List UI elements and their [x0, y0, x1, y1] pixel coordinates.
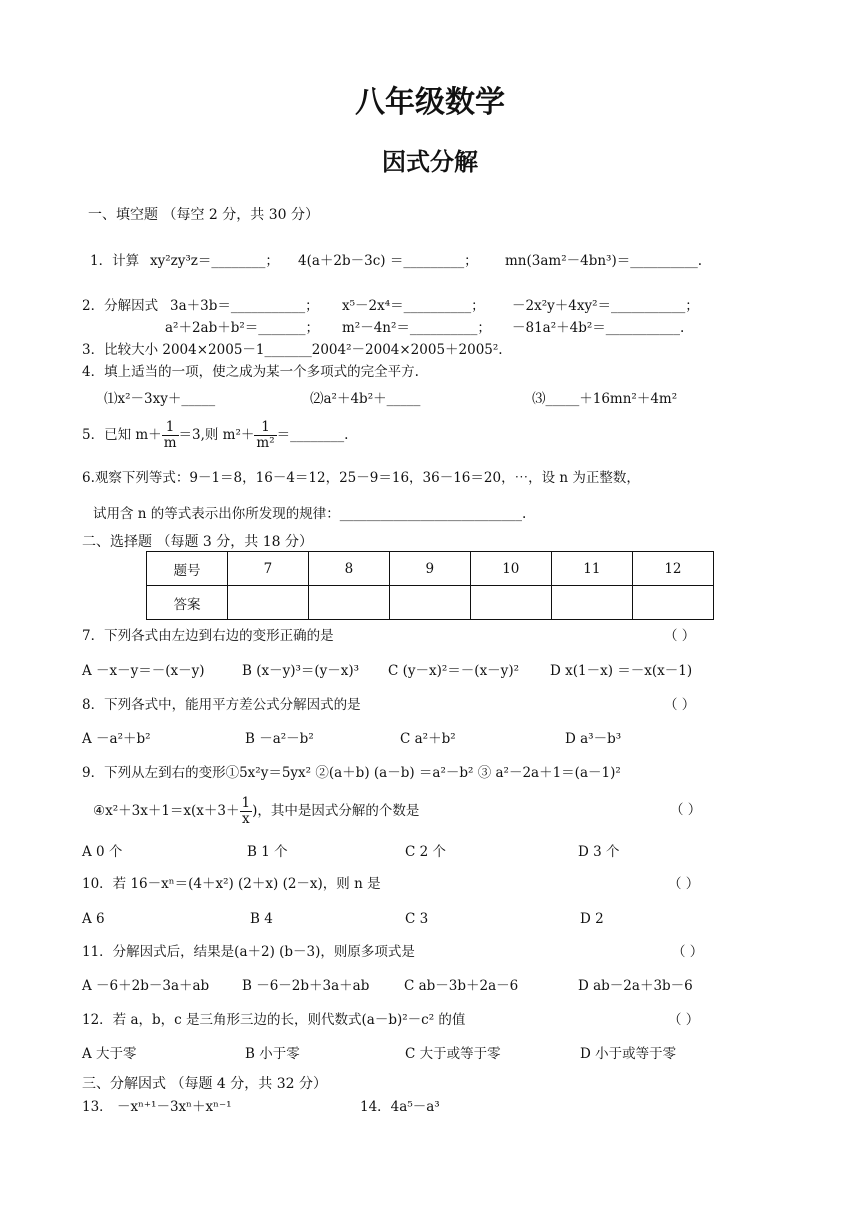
q5-mid: ＝3,则 m²＋ — [178, 426, 255, 443]
q7-option-a: A －x－y＝－(x－y) — [82, 663, 205, 679]
q10-option-c: C 3 — [405, 911, 429, 927]
answer-table-answer-row — [147, 586, 714, 620]
answer-cell[interactable] — [470, 586, 551, 620]
answer-table-number: 7 — [228, 552, 309, 586]
section-heading-factorization: 三、分解因式 （每题 4 分，共 32 分） — [82, 1076, 327, 1092]
q7-stem: 7．下列各式由左边到右边的变形正确的是 — [82, 628, 334, 644]
q9-fraction: $\frac{1}{x}$ — [241, 795, 251, 827]
answer-cell[interactable] — [551, 586, 632, 620]
q2-part-e: m²－4n²＝__________； — [342, 320, 491, 336]
answer-table-number: 9 — [389, 552, 470, 586]
q13-text: 13． －xⁿ⁺¹－3xⁿ＋xⁿ⁻¹ — [82, 1099, 232, 1115]
q9-line-2-pre: ④x²＋3x＋1＝x(x＋3＋ — [93, 802, 240, 819]
q6-line-1: 6.观察下列等式：9－1＝8，16－4＝12，25－9＝16，36－16＝20，⋯，设 n 为正整数， — [82, 470, 640, 486]
answer-table — [146, 551, 714, 620]
q9-option-b: B 1 个 — [247, 844, 288, 860]
q2-part-a: 3a＋3b＝___________； — [170, 298, 319, 314]
q3-text: 3．比较大小 2004×2005－1_______2004²－2004×2005＋2005². — [82, 342, 503, 358]
q8-bracket: （ ） — [664, 697, 696, 713]
q5-pre: 5．已知 m＋ — [82, 426, 162, 443]
q7-option-d: D x(1－x) ＝－x(x－1) — [550, 663, 693, 679]
q4-part-c: ⑶_____＋16mn²＋4m² — [532, 391, 678, 407]
q9-option-d: D 3 个 — [578, 844, 620, 860]
q5-fraction-2: $\frac{1}{\text{m²}}$ — [256, 419, 275, 451]
q12-option-a: A 大于零 — [82, 1046, 137, 1062]
q1-part-c: mn(3am²－4bn³)＝__________. — [505, 253, 703, 269]
section-heading-choice: 二、选择题 （每题 3 分，共 18 分） — [82, 534, 313, 550]
q10-bracket: （ ） — [668, 876, 700, 892]
q14-text: 14．4a⁵－a³ — [360, 1099, 440, 1115]
q10-option-a: A 6 — [82, 911, 105, 927]
q10-option-b: B 4 — [250, 911, 273, 927]
q10-option-d: D 2 — [580, 911, 604, 927]
q9-option-c: C 2 个 — [405, 844, 447, 860]
page-subtitle: 因式分解 — [382, 147, 478, 176]
q8-stem: 8．下列各式中，能用平方差公式分解因式的是 — [82, 697, 361, 713]
answer-cell[interactable] — [308, 586, 389, 620]
q8-option-a: A －a²＋b² — [82, 731, 151, 747]
q9-option-a: A 0 个 — [82, 844, 123, 860]
q6-line-2: 试用含 n 的等式表示出你所发现的规律：___________________________. — [93, 506, 527, 522]
q8-option-c: C a²＋b² — [400, 731, 456, 747]
q1-part-b: 4(a＋2b－3c) ＝_________； — [298, 253, 478, 269]
q5-fraction-1: $\frac{1}{m}$ — [163, 419, 177, 451]
q2-part-f: －81a²＋4b²＝___________. — [512, 320, 685, 336]
q11-option-a: A －6＋2b－3a＋ab — [82, 978, 210, 994]
q11-option-b: B －6－2b＋3a＋ab — [242, 978, 370, 994]
q12-option-d: D 小于或等于零 — [580, 1046, 677, 1062]
q4-part-b: ⑵a²＋4b²＋_____ — [310, 391, 421, 407]
q5-text — [82, 420, 348, 451]
q9-line-1: 9．下列从左到右的变形①5x²y＝5yx² ②(a＋b) (a－b) ＝a²－b² ③ a²－2a＋1＝(a－1)² — [82, 765, 621, 781]
answer-cell[interactable] — [632, 586, 713, 620]
answer-cell[interactable] — [228, 586, 309, 620]
q2-part-b: x⁵－2x⁴＝__________； — [342, 298, 485, 314]
answer-table-answer-label: 答案 — [147, 586, 228, 620]
q4-part-a: ⑴x²－3xy＋_____ — [104, 391, 216, 407]
q8-option-d: D a³－b³ — [565, 731, 622, 747]
q12-option-b: B 小于零 — [245, 1046, 300, 1062]
answer-table-number: 11 — [551, 552, 632, 586]
q1-number: 1．计算 — [90, 253, 140, 269]
answer-table-number: 8 — [308, 552, 389, 586]
page-title: 八年级数学 — [355, 85, 505, 120]
q7-bracket: （ ） — [664, 628, 696, 644]
q11-option-d: D ab－2a＋3b－6 — [578, 978, 693, 994]
q9-line-2-post: )，其中是因式分解的个数是 — [252, 802, 420, 819]
q2-number: 2．分解因式 — [82, 298, 159, 314]
q9-line-2 — [93, 796, 419, 827]
q2-part-d: a²＋2ab＋b²＝_______； — [165, 320, 320, 336]
q7-option-b: B (x－y)³＝(y－x)³ — [242, 663, 360, 679]
q10-stem: 10．若 16－xⁿ＝(4＋x²) (2＋x) (2－x)，则 n 是 — [82, 876, 381, 892]
q8-option-b: B －a²－b² — [245, 731, 314, 747]
answer-table-number: 10 — [470, 552, 551, 586]
q12-option-c: C 大于或等于零 — [405, 1046, 501, 1062]
q12-stem: 12．若 a，b，c 是三角形三边的长，则代数式(a－b)²－c² 的值 — [82, 1012, 466, 1028]
answer-cell[interactable] — [389, 586, 470, 620]
answer-table-number: 12 — [632, 552, 713, 586]
answer-table-header-row — [147, 552, 714, 586]
q11-stem: 11．分解因式后，结果是(a＋2) (b－3)，则原多项式是 — [82, 944, 415, 960]
q2-part-c: －2x²y＋4xy²＝___________； — [512, 298, 699, 314]
q12-bracket: （ ） — [668, 1012, 700, 1028]
q7-option-c: C (y－x)²＝－(x－y)² — [388, 663, 519, 679]
q1-part-a: xy²zy³z＝________； — [150, 253, 279, 269]
q11-bracket: （ ） — [672, 944, 704, 960]
section-heading-fill-in: 一、填空题 （每空 2 分，共 30 分） — [88, 207, 319, 223]
q9-bracket: （ ） — [670, 802, 702, 818]
q5-post: ＝________. — [276, 426, 349, 443]
q4-text: 4．填上适当的一项，使之成为某一个多项式的完全平方. — [82, 364, 419, 380]
q11-option-c: C ab－3b＋2a－6 — [404, 978, 519, 994]
answer-table-header-label: 题号 — [147, 552, 228, 586]
